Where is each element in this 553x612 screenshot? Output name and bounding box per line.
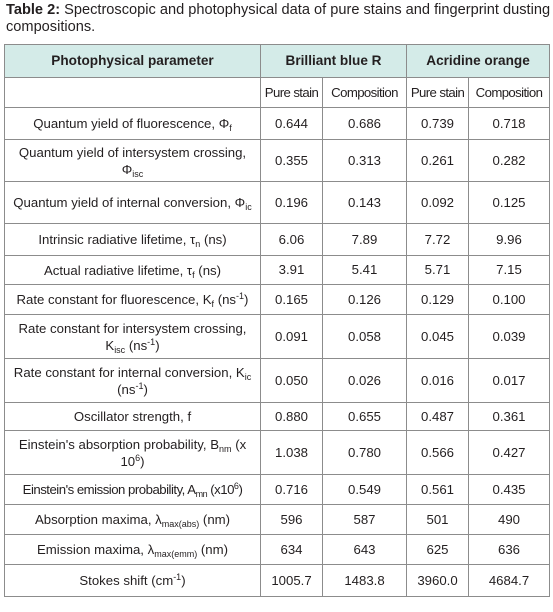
value-cell: 0.686 xyxy=(323,108,407,140)
value-cell: 0.058 xyxy=(323,315,407,359)
caption-label: Table 2: xyxy=(6,2,61,18)
value-cell: 0.126 xyxy=(323,285,407,315)
value-cell: 0.739 xyxy=(407,108,469,140)
value-cell: 0.039 xyxy=(469,315,550,359)
table-row xyxy=(5,182,550,224)
param-cell: Rate constant for intersystem crossing, $K_{isc}$ $(ns^{-1})$ xyxy=(5,315,261,359)
value-cell: 0.045 xyxy=(407,315,469,359)
subheader-cell: Composition xyxy=(323,78,407,108)
value-cell: 1005.7 xyxy=(261,565,323,597)
param-cell: Intrinsic radiative lifetime, $\tau_n$ (ns) xyxy=(5,224,261,256)
value-cell: 0.566 xyxy=(407,431,469,475)
param-cell: Einstein's absorption probability, $B_{nm}$ (x $10^6$) xyxy=(5,431,261,475)
value-cell: 4684.7 xyxy=(469,565,550,597)
value-cell: 0.880 xyxy=(261,403,323,431)
table-caption xyxy=(6,2,551,36)
value-cell: 636 xyxy=(469,535,550,565)
header-brilliant-blue-r: Brilliant blue R xyxy=(261,45,407,78)
table-row xyxy=(5,475,550,505)
value-cell: 0.125 xyxy=(469,182,550,224)
table-row xyxy=(5,565,550,597)
value-cell: 0.644 xyxy=(261,108,323,140)
value-cell: 0.100 xyxy=(469,285,550,315)
photophysical-data-table xyxy=(4,44,550,597)
param-cell: Quantum yield of fluorescence, $\Phi_f$ xyxy=(5,108,261,140)
value-cell: 7.89 xyxy=(323,224,407,256)
value-cell: 0.435 xyxy=(469,475,550,505)
value-cell: 6.06 xyxy=(261,224,323,256)
value-cell: 3960.0 xyxy=(407,565,469,597)
value-cell: 0.017 xyxy=(469,359,550,403)
header-acridine-orange: Acridine orange xyxy=(407,45,550,78)
value-cell: 0.129 xyxy=(407,285,469,315)
value-cell: 1483.8 xyxy=(323,565,407,597)
subheader-cell: Pure stain xyxy=(407,78,469,108)
subheader-empty-cell xyxy=(5,78,261,108)
param-cell: Emission maxima, $\lambda_{max(emm)}$ (nm) xyxy=(5,535,261,565)
value-cell: 0.026 xyxy=(323,359,407,403)
value-cell: 0.487 xyxy=(407,403,469,431)
table-row xyxy=(5,140,550,182)
table-row xyxy=(5,224,550,256)
value-cell: 1.038 xyxy=(261,431,323,475)
caption-text: Spectroscopic and photophysical data of pure stains and fingerprint dusting compositions. xyxy=(6,2,551,35)
value-cell: 0.282 xyxy=(469,140,550,182)
value-cell: 0.427 xyxy=(469,431,550,475)
subheader-row xyxy=(5,78,550,108)
param-cell: Quantum yield of internal conversion, $\Phi_{ic}$ xyxy=(5,182,261,224)
value-cell: 0.261 xyxy=(407,140,469,182)
table-row xyxy=(5,403,550,431)
value-cell: 5.71 xyxy=(407,256,469,285)
value-cell: 0.091 xyxy=(261,315,323,359)
value-cell: 0.780 xyxy=(323,431,407,475)
value-cell: 0.016 xyxy=(407,359,469,403)
value-cell: 587 xyxy=(323,505,407,535)
value-cell: 0.655 xyxy=(323,403,407,431)
table-header-row xyxy=(5,45,550,78)
value-cell: 0.355 xyxy=(261,140,323,182)
table-row xyxy=(5,315,550,359)
value-cell: 9.96 xyxy=(469,224,550,256)
value-cell: 5.41 xyxy=(323,256,407,285)
table-row xyxy=(5,359,550,403)
table-row xyxy=(5,505,550,535)
table-row xyxy=(5,108,550,140)
subheader-cell: Composition xyxy=(469,78,550,108)
table-row xyxy=(5,431,550,475)
value-cell: 0.313 xyxy=(323,140,407,182)
param-cell: Actual radiative lifetime, $\tau_f$ (ns) xyxy=(5,256,261,285)
value-cell: 0.561 xyxy=(407,475,469,505)
value-cell: 0.050 xyxy=(261,359,323,403)
value-cell: 490 xyxy=(469,505,550,535)
value-cell: 643 xyxy=(323,535,407,565)
value-cell: 596 xyxy=(261,505,323,535)
param-cell: Absorption maxima, $\lambda_{max(abs)}$ (nm) xyxy=(5,505,261,535)
param-cell: Stokes shift $(cm^{-1})$ xyxy=(5,565,261,597)
value-cell: 7.15 xyxy=(469,256,550,285)
table-row xyxy=(5,285,550,315)
value-cell: 0.361 xyxy=(469,403,550,431)
param-cell: Einstein's emission probability, $A_{mn}$ $(x10^6)$ xyxy=(5,475,261,505)
table-row xyxy=(5,256,550,285)
header-photophysical-parameter: Photophysical parameter xyxy=(5,45,261,78)
value-cell: 634 xyxy=(261,535,323,565)
value-cell: 0.165 xyxy=(261,285,323,315)
param-cell: Oscillator strength, f xyxy=(5,403,261,431)
value-cell: 0.549 xyxy=(323,475,407,505)
value-cell: 0.092 xyxy=(407,182,469,224)
value-cell: 0.196 xyxy=(261,182,323,224)
value-cell: 501 xyxy=(407,505,469,535)
table-row xyxy=(5,535,550,565)
param-cell: Rate constant for fluorescence, $K_f$ $(ns^{-1})$ xyxy=(5,285,261,315)
param-cell: Quantum yield of intersystem crossing, $\Phi_{isc}$ xyxy=(5,140,261,182)
value-cell: 0.718 xyxy=(469,108,550,140)
value-cell: 625 xyxy=(407,535,469,565)
param-cell: Rate constant for internal conversion, $K_{ic}$ $(ns^{-1})$ xyxy=(5,359,261,403)
value-cell: 0.143 xyxy=(323,182,407,224)
value-cell: 7.72 xyxy=(407,224,469,256)
value-cell: 0.716 xyxy=(261,475,323,505)
value-cell: 3.91 xyxy=(261,256,323,285)
subheader-cell: Pure stain xyxy=(261,78,323,108)
